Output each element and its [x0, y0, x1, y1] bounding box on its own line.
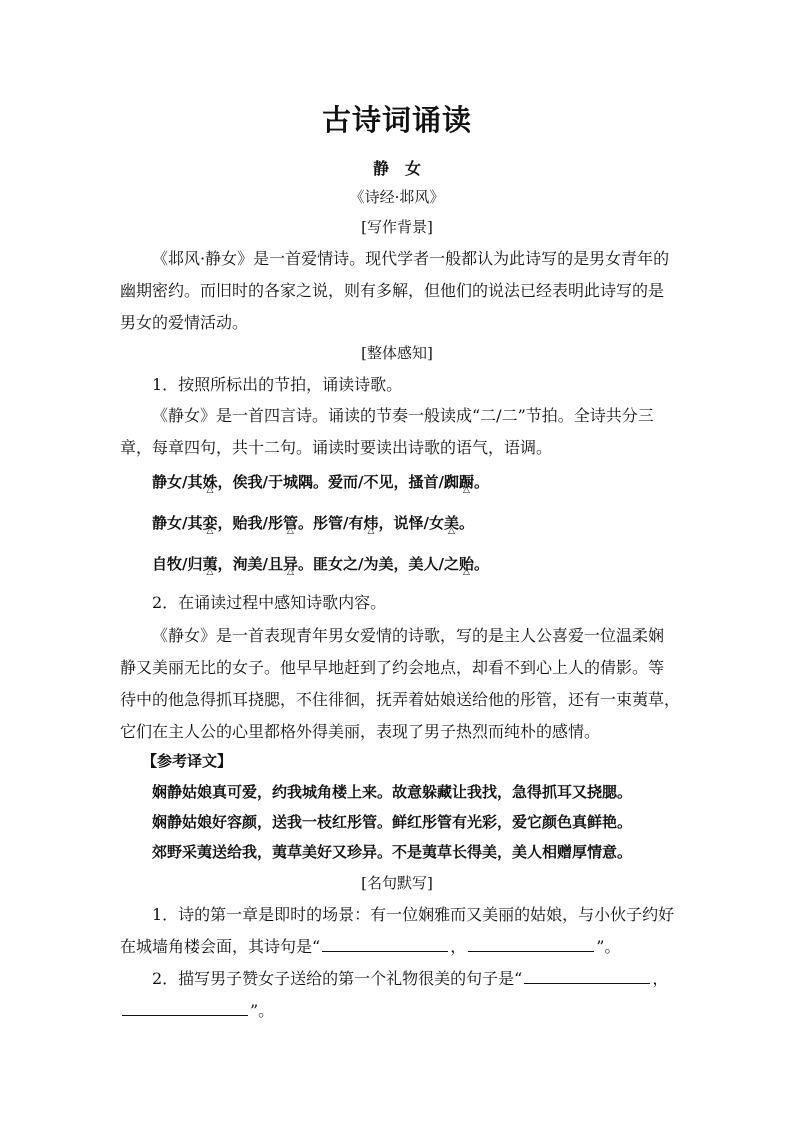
poem-text: ，说怿/女 — [378, 514, 444, 532]
fill-prefix: 2．描写男子赞女子送给的第一个礼物很美的句子是“ — [152, 969, 523, 988]
background-line-2: 幽期密约。而旧时的各家之说，则有多解，但他们的说法已经表明此诗写的是 — [120, 281, 665, 300]
poem-source: 《诗经·邶风》 — [349, 188, 445, 206]
poem-text: 静女/其 — [152, 514, 203, 532]
fill-question-2-line-2 — [120, 998, 274, 1021]
section-background: [写作背景] — [361, 218, 433, 236]
page-title: 古诗词诵读 — [321, 103, 472, 137]
translation-line-1: 娴静姑娘真可爱，约我城角楼上来。故意躲藏让我找，急得抓耳又挠腮。 — [152, 783, 633, 801]
stressed-char: 荑 △ — [202, 553, 217, 574]
answer-blank[interactable] — [524, 982, 650, 984]
poem-line-1 — [152, 471, 489, 492]
stressed-char: 蹰 △ — [459, 471, 474, 492]
translation-line-3: 郊野采荑送给我，荑草美好又珍异。不是荑草长得美，美人相赠厚情意。 — [152, 843, 633, 861]
section-overall: [整体感知] — [361, 344, 433, 362]
answer-blank[interactable] — [122, 1014, 248, 1016]
section-translation: 【参考译文】 — [142, 752, 233, 770]
poem-title: 静 女 — [372, 159, 421, 178]
q1-text-line-1: 《静女》是一首四言诗。诵读的节奏一般读成“二/二”节拍。全诗共分三 — [152, 406, 654, 425]
fill-separator: ， — [652, 969, 669, 988]
question-2: 2．在诵读过程中感知诗歌内容。 — [152, 593, 387, 612]
fill-suffix: ”。 — [596, 937, 621, 956]
fill-suffix: ”。 — [250, 1001, 275, 1020]
poem-text: ，洵美/且 — [217, 555, 283, 573]
stressed-char: 异 △ — [283, 553, 298, 574]
q2-text-line-4: 它们在主人公的心里都格外得美丽，表现了男子热烈而纯朴的感情。 — [120, 722, 601, 741]
stressed-char: 管 △ — [283, 512, 298, 533]
section-famous-lines: [名句默写] — [361, 874, 433, 892]
poem-text: 。 — [459, 514, 475, 532]
question-1: 1．按照所标出的节拍，诵读诗歌。 — [152, 375, 403, 394]
poem-line-2 — [152, 512, 474, 533]
stressed-char: 娈 △ — [202, 512, 217, 533]
fill-question-1-line-1: 1．诗的第一章是即时的场景：有一位娴雅而又美丽的姑娘，与小伙子约好 — [152, 905, 675, 924]
answer-blank[interactable] — [322, 950, 448, 952]
q2-text-line-2: 静又美丽无比的女子。他早早地赶到了约会地点，却看不到心上人的倩影。等 — [120, 658, 665, 677]
poem-text: ，贻我/彤 — [217, 514, 283, 532]
answer-blank[interactable] — [468, 950, 594, 952]
poem-text: 自牧/归 — [152, 555, 203, 573]
stressed-char: 姝 △ — [202, 471, 217, 492]
background-line-1: 《邶风·静女》是一首爱情诗。现代学者一般都认为此诗写的是男女青年的 — [152, 249, 670, 268]
poem-text: 静女/其 — [152, 473, 203, 491]
fill-question-1-line-2 — [120, 934, 620, 957]
q2-text-line-1: 《静女》是一首表现青年男女爱情的诗歌，写的是主人公喜爱一位温柔娴 — [152, 626, 665, 645]
stressed-char: 炜 △ — [363, 512, 378, 533]
poem-line-3 — [152, 553, 489, 574]
poem-text: ，俟我/于城隅。爱而/不见，搔首/踟 — [217, 473, 459, 491]
background-line-3: 男女的爱情活动。 — [120, 313, 249, 332]
fill-question-2-line-1 — [152, 966, 668, 989]
poem-text: 。彤管/有 — [298, 514, 364, 532]
q1-text-line-2: 章，每章四句，共十二句。诵读时要读出诗歌的语气，语调。 — [120, 438, 553, 457]
translation-line-2: 娴静姑娘好容颜，送我一枝红彤管。鲜红彤管有光彩，爱它颜色真鲜艳。 — [152, 813, 633, 831]
fill-separator: ， — [450, 937, 467, 956]
fill-prefix: 在城墙角楼会面，其诗句是“ — [120, 937, 321, 956]
stressed-char: 贻 △ — [459, 553, 474, 574]
poem-text: 。 — [473, 555, 489, 573]
poem-text: 。匪女之/为美，美人/之 — [298, 555, 459, 573]
poem-text: 。 — [473, 473, 489, 491]
stressed-char: 美 △ — [444, 512, 459, 533]
q2-text-line-3: 待中的他急得抓耳挠腮，不住徘徊，抚弄着姑娘送给他的彤管，还有一束荑草， — [120, 690, 681, 709]
